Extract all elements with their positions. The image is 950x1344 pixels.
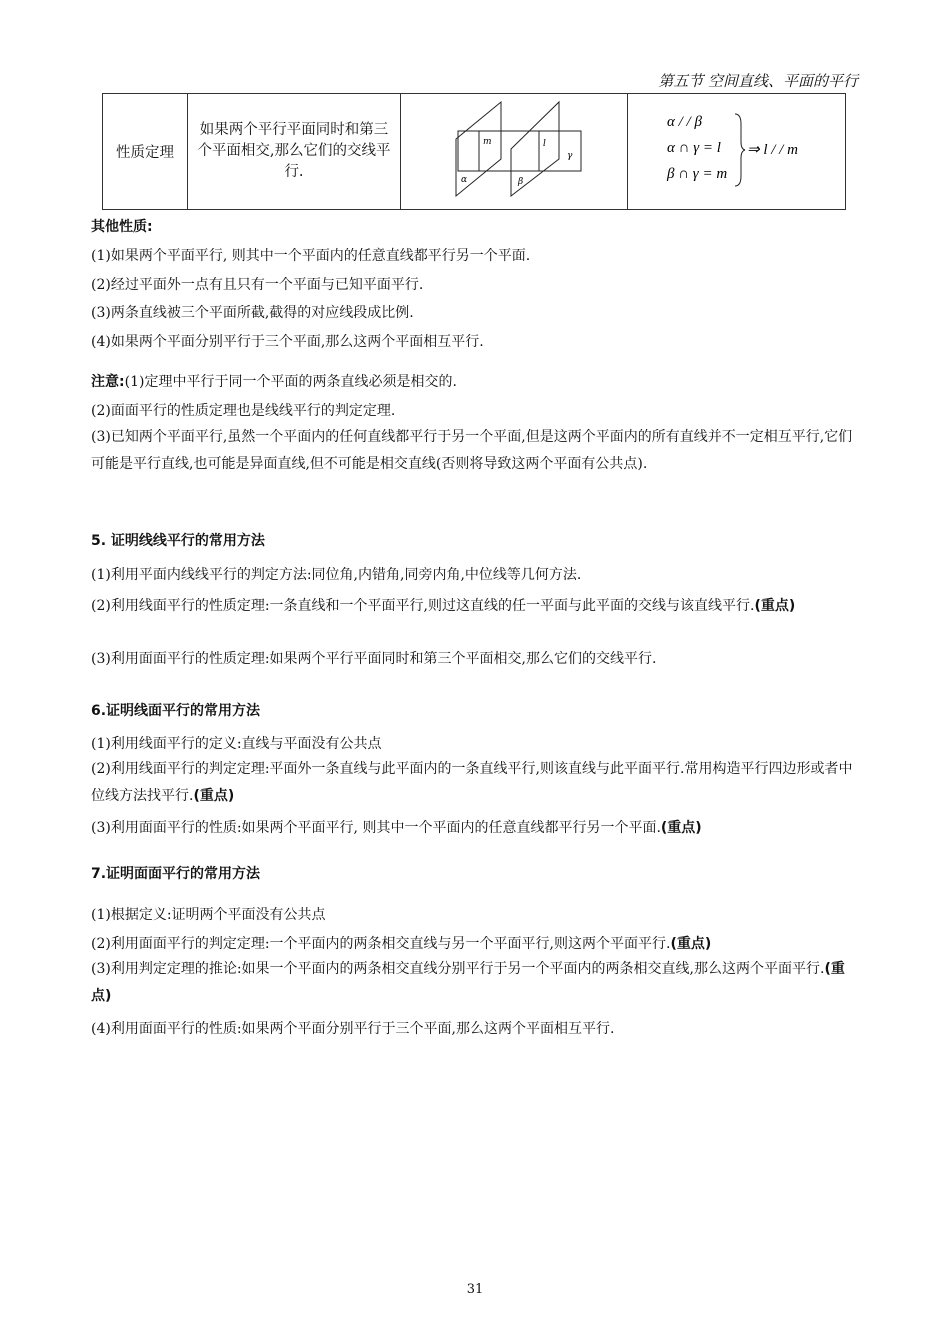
page-number: 31 <box>466 1282 484 1297</box>
s6-item-2: (2)利用线面平行的判定定理:平面外一条直线与此平面内的一条直线平行,则该直线与此平面平行.常用构造平行四边形或者中位线方法找平行.(重点) <box>91 761 853 804</box>
other-item-3: (3)两条直线被三个平面所截,截得的对应线段成比例. <box>91 305 414 321</box>
s5-item-2: (2)利用线面平行的性质定理:一条直线和一个平面平行,则过这直线的任一平面与此平面的交线与该直线平行.(重点) <box>91 598 796 614</box>
s6-item-3: (3)利用面面平行的性质:如果两个平面平行, 则其中一个平面内的任意直线都平行另一个平面.(重点) <box>91 820 702 836</box>
other-item-4: (4)如果两个平面分别平行于三个平面,那么这两个平面相互平行. <box>91 334 484 350</box>
formula-line1: α / / β <box>666 114 702 130</box>
note-second: (2)面面平行的性质定理也是线线平行的判定定理. <box>91 403 396 419</box>
section-6-title: 6.证明线面平行的常用方法 <box>91 703 261 719</box>
theorem-name: 性质定理 <box>103 94 188 210</box>
parallel-planes-figure <box>401 94 627 205</box>
label-m: m <box>483 137 492 147</box>
label-beta: β <box>518 177 524 187</box>
theorem-statement: 如果两个平行平面同时和第三个平面相交,那么它们的交线平行. <box>188 94 401 210</box>
s7-item-1: (1)根据定义:证明两个平面没有公共点 <box>91 907 326 923</box>
theorem-formula <box>628 94 846 210</box>
s7-item-3: (3)利用判定定理的推论:如果一个平面内的两条相交直线分别平行于另一个平面内的两条相交直线,那么这两个平面平行.(重点) <box>91 961 845 1004</box>
formula-line3: β ∩ γ = m <box>666 166 727 182</box>
s7-item-4: (4)利用面面平行的性质:如果两个平面分别平行于三个平面,那么这两个平面相互平行. <box>91 1021 615 1037</box>
s5-item-3: (3)利用面面平行的性质定理:如果两个平行平面同时和第三个平面相交,那么它们的交线平行. <box>91 651 657 667</box>
property-table <box>102 93 846 210</box>
other-item-1: (1)如果两个平面平行, 则其中一个平面内的任意直线都平行另一个平面. <box>91 248 531 264</box>
s7-item-2: (2)利用面面平行的判定定理:一个平面内的两条相交直线与另一个平面平行,则这两个平面平行.(重点) <box>91 936 712 952</box>
section-5-title: 5. 证明线线平行的常用方法 <box>91 533 265 549</box>
formula-result: ⇒ l / / m <box>746 142 798 158</box>
theorem-figure <box>401 94 628 210</box>
other-properties-title: 其他性质: <box>91 219 153 235</box>
other-item-2: (2)经过平面外一点有且只有一个平面与已知平面平行. <box>91 277 424 293</box>
note-third: (3)已知两个平面平行,虽然一个平面内的任何直线都平行于另一个平面,但是这两个平面内的所有直线并不一定相互平行,它们可能是平行直线,也可能是异面直线,但不可能是相交直线(否则将导致这两个平面有公共点). <box>91 429 853 472</box>
label-gamma: γ <box>567 151 573 161</box>
formula-line2: α ∩ γ = l <box>666 140 721 156</box>
label-alpha: α <box>461 175 468 185</box>
formula-graphic <box>629 94 845 205</box>
s5-item-1: (1)利用平面内线线平行的判定方法:同位角,内错角,同旁内角,中位线等几何方法. <box>91 567 582 583</box>
note-first: 注意:(1)定理中平行于同一个平面的两条直线必须是相交的. <box>91 374 457 390</box>
section-7-title: 7.证明面面平行的常用方法 <box>91 866 261 882</box>
right-brace <box>735 114 745 186</box>
label-l: l <box>543 139 546 149</box>
section-header: 第五节 空间直线、平面的平行 <box>658 72 858 90</box>
s6-item-1: (1)利用线面平行的定义:直线与平面没有公共点 <box>91 736 382 752</box>
